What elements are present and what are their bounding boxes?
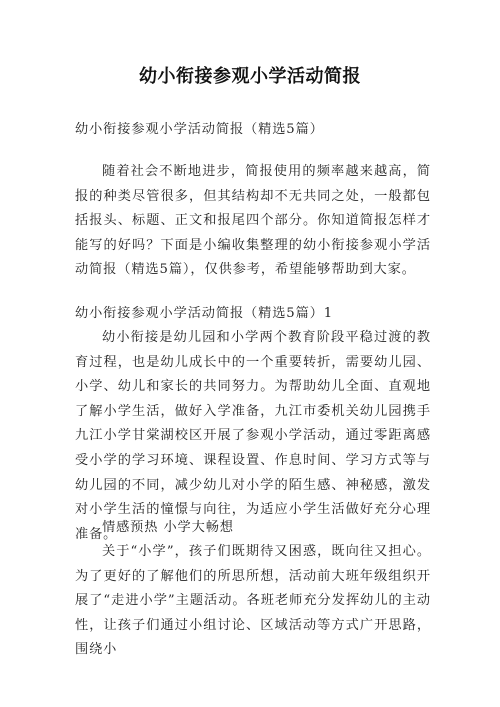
sub-body-paragraph: 关于“小学”，孩子们既期待又困惑，既向往又担心。为了更好的了解他们的所思所想，活动前大班年级组织开展了“走进小学”主题活动。各班老师充分发挥幼儿的主动性，让孩子们通过小组讨论、区域活动等方式广开思路，围绕小 [75, 544, 431, 658]
section-heading: 幼小衔接参观小学活动简报（精选5篇）1 [75, 306, 334, 321]
document-title: 幼小衔接参观小学活动简报 [139, 66, 361, 87]
sub-heading: 情感预热 小学大畅想 [102, 520, 234, 535]
intro-paragraph: 随着社会不断地进步，简报使用的频率越来越高，简报的种类尽管很多，但其结构却不无共同之处，一般都包括报头、标题、正文和报尾四个部分。你知道简报怎样才能写的好吗？下面是小编收集整理的幼小衔接参观小学活动简报（精选5篇），仅供参考，希望能够帮助到大家。 [75, 164, 431, 278]
document-subtitle: 幼小衔接参观小学活动简报（精选5篇） [75, 122, 324, 137]
section-body-paragraph: 幼小衔接是幼儿园和小学两个教育阶段平稳过渡的教育过程，也是幼儿成长中的一个重要转折，需要幼儿园、小学、幼儿和家长的共同努力。为帮助幼儿全面、直观地了解小学生活，做好入学准备，九江市委机关幼儿园携手九江小学甘棠湖校区开展了参观小学活动，通过零距离感受小学的学习环境、课程设置、作息时间、学习方式等与幼儿园的不同，减少幼儿对小学的陌生感、神秘感，激发对小学生活的憧憬与向往，为适应小学生活做好充分心理准备。 [75, 330, 431, 542]
